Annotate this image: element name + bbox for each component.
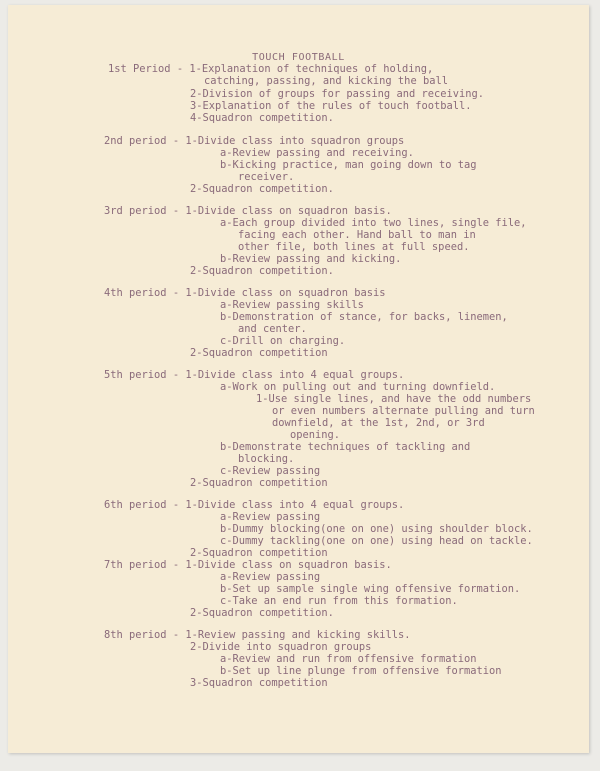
text-line: b-Demonstrate techniques of tackling and (220, 441, 471, 453)
document-page (8, 5, 589, 753)
text-line: b-Review passing and kicking. (220, 253, 402, 265)
text-line: 6th period - 1-Divide class into 4 equal groups. (104, 499, 405, 511)
text-line: 2-Squadron competition (190, 347, 328, 359)
text-line: 2-Division of groups for passing and receiving. (190, 88, 485, 100)
text-line: c-Drill on charging. (220, 335, 346, 347)
text-line: 2-Squadron competition (190, 477, 328, 489)
text-line: a-Review passing skills (220, 299, 364, 311)
text-line: c-Review passing (220, 465, 321, 477)
text-line: downfield, at the 1st, 2nd, or 3rd (272, 417, 485, 429)
text-line: 4-Squadron competition. (190, 112, 334, 124)
text-line: 2-Squadron competition. (190, 265, 334, 277)
text-line: blocking. (238, 453, 295, 465)
text-line: 3rd period - 1-Divide class on squadron basis. (104, 205, 392, 217)
text-line: facing each other. Hand ball to man in (238, 229, 476, 241)
text-line: b-Demonstration of stance, for backs, linemen, (220, 311, 508, 323)
text-line: 5th period - 1-Divide class into 4 equal groups. (104, 369, 405, 381)
text-line: a-Review passing (220, 511, 321, 523)
text-line: 1st Period - 1-Explanation of techniques of holding, (108, 63, 434, 75)
text-line: 7th period - 1-Divide class on squadron basis. (104, 559, 392, 571)
text-line: b-Kicking practice, man going down to tag (220, 159, 477, 171)
text-line: a-Work on pulling out and turning downfield. (220, 381, 496, 393)
text-line: 3-Explanation of the rules of touch football. (190, 100, 472, 112)
text-line: 2-Squadron competition. (190, 183, 334, 195)
text-line: 3-Squadron competition (190, 677, 328, 689)
text-line: a-Review passing (220, 571, 321, 583)
text-line: c-Dummy tackling(one on one) using head on tackle. (220, 535, 533, 547)
text-line: receiver. (238, 171, 295, 183)
text-line: b-Set up line plunge from offensive formation (220, 665, 502, 677)
text-line: 2-Squadron competition. (190, 607, 334, 619)
text-line: opening. (290, 429, 341, 441)
document-title: TOUCH FOOTBALL (252, 52, 345, 63)
text-line: a-Each group divided into two lines, single file, (220, 217, 527, 229)
text-line: c-Take an end run from this formation. (220, 595, 458, 607)
text-line: b-Set up sample single wing offensive formation. (220, 583, 521, 595)
text-line: 2nd period - 1-Divide class into squadron groups (104, 135, 405, 147)
text-line: catching, passing, and kicking the ball (204, 75, 448, 87)
text-line: 2-Divide into squadron groups (190, 641, 372, 653)
text-line: and center. (238, 323, 307, 335)
text-line: other file, both lines at full speed. (238, 241, 470, 253)
text-line: a-Review passing and receiving. (220, 147, 414, 159)
text-line: 4th period - 1-Divide class on squadron basis (104, 287, 386, 299)
text-line: a-Review and run from offensive formation (220, 653, 477, 665)
text-line: b-Dummy blocking(one on one) using shoulder block. (220, 523, 533, 535)
text-line: 8th period - 1-Review passing and kicking skills. (104, 629, 411, 641)
text-line: 1-Use single lines, and have the odd numbers (256, 393, 532, 405)
text-line: or even numbers alternate pulling and turn (272, 405, 535, 417)
text-line: 2-Squadron competition (190, 547, 328, 559)
